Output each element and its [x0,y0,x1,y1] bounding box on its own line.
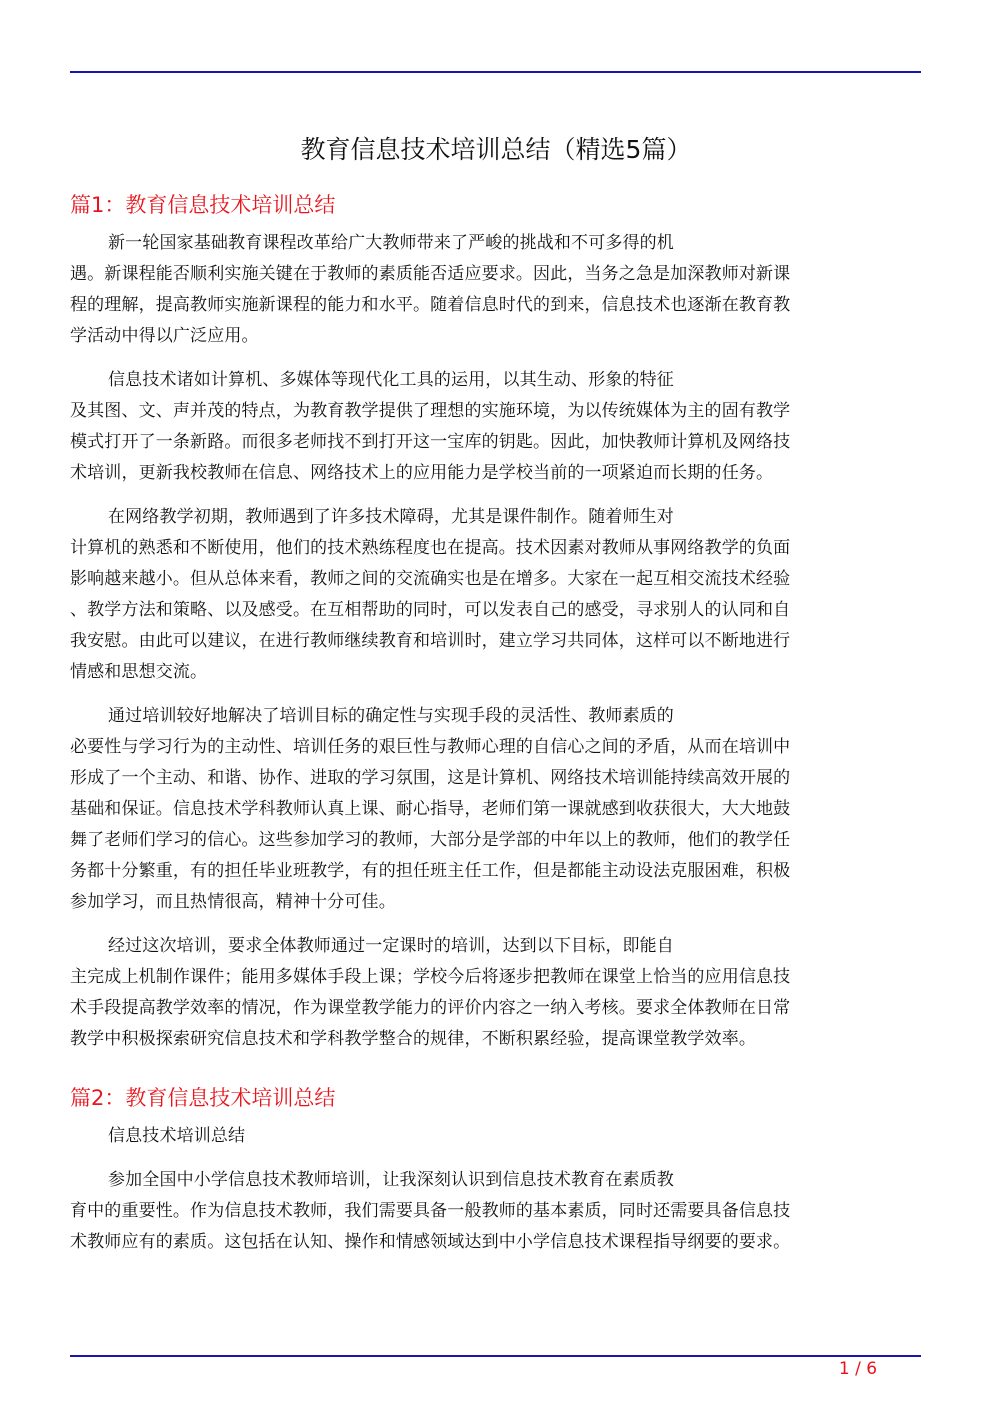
text-line: 经过这次培训，要求全体教师通过一定课时的培训，达到以下目标，即能自 [108,936,674,956]
text-line: 教学中积极探索研究信息技术和学科教学整合的规律，不断积累经验，提高课堂教学效率。 [70,1029,756,1049]
text-line: 育中的重要性。作为信息技术教师，我们需要具备一般教师的基本素质，同时还需要具备信息技 [70,1201,791,1221]
paragraph [70,931,921,1055]
text-line: 在网络教学初期，教师遇到了许多技术障碍，尤其是课件制作。随着师生对 [108,507,674,527]
paragraph [70,1121,921,1152]
text-line: 、教学方法和策略、以及感受。在互相帮助的同时，可以发表自己的感受，寻求别人的认同和自 [70,600,791,620]
text-line: 主完成上机制作课件；能用多媒体手段上课；学校今后将逐步把教师在课堂上恰当的应用信息技 [70,967,791,987]
document-title: 教育信息技术培训总结（精选5篇） [300,135,692,164]
text-line: 参加学习，而且热情很高，精神十分可佳。 [70,892,396,912]
text-line: 模式打开了一条新路。而很多老师找不到打开这一宝库的钥匙。因此，加快教师计算机及网络技 [70,432,791,452]
text-line: 务都十分繁重，有的担任毕业班教学，有的担任班主任工作，但是都能主动设法克服困难，积极 [70,861,791,881]
text-line: 及其图、文、声并茂的特点，为教育教学提供了理想的实施环境，为以传统媒体为主的固有教学 [70,401,791,421]
text-line: 信息技术诸如计算机、多媒体等现代化工具的运用，以其生动、形象的特征 [108,370,674,390]
text-line: 计算机的熟悉和不断使用，他们的技术熟练程度也在提高。技术因素对教师从事网络教学的负面 [70,538,791,558]
text-line: 参加全国中小学信息技术教师培训，让我深刻认识到信息技术教育在素质教 [108,1170,674,1190]
text-line: 形成了一个主动、和谐、协作、进取的学习氛围，这是计算机、网络技术培训能持续高效开展的 [70,768,791,788]
text-line: 我安慰。由此可以建议，在进行教师继续教育和培训时，建立学习共同体，这样可以不断地进行 [70,631,791,651]
text-line: 术教师应有的素质。这包括在认知、操作和情感领域达到中小学信息技术课程指导纲要的要求。 [70,1232,791,1252]
text-line: 基础和保证。信息技术学科教师认真上课、耐心指导，老师们第一课就感到收获很大，大大地鼓 [70,799,791,819]
section-heading: 篇1：教育信息技术培训总结 [70,193,336,217]
text-line: 舞了老师们学习的信心。这些参加学习的教师，大部分是学部的中年以上的教师，他们的教学任 [70,830,791,850]
text-line: 信息技术培训总结 [108,1126,246,1146]
text-line: 术手段提高教学效率的情况，作为课堂教学能力的评价内容之一纳入考核。要求全体教师在日常 [70,998,791,1018]
text-line: 新一轮国家基础教育课程改革给广大教师带来了严峻的挑战和不可多得的机 [108,233,674,253]
text-line: 遇。新课程能否顺利实施关键在于教师的素质能否适应要求。因此，当务之急是加深教师对新课 [70,264,791,284]
section-heading: 篇2：教育信息技术培训总结 [70,1086,336,1110]
page-number: 1 / 6 [838,1359,878,1379]
document-body [70,187,921,1271]
header-rule [70,71,921,73]
text-line: 术培训，更新我校教师在信息、网络技术上的应用能力是学校当前的一项紧迫而长期的任务。 [70,463,774,483]
text-line: 学活动中得以广泛应用。 [70,326,259,346]
text-line: 通过培训较好地解决了培训目标的确定性与实现手段的灵活性、教师素质的 [108,706,674,726]
paragraph [70,365,921,489]
section-gap [70,1068,921,1080]
footer-rule [70,1355,921,1357]
text-line: 影响越来越小。但从总体来看，教师之间的交流确实也是在增多。大家在一起互相交流技术经验 [70,569,791,589]
paragraph [70,701,921,918]
paragraph [70,502,921,688]
paragraph [70,228,921,352]
text-line: 情感和思想交流。 [70,662,208,682]
paragraph [70,1165,921,1258]
text-line: 程的理解，提高教师实施新课程的能力和水平。随着信息时代的到来，信息技术也逐渐在教育教 [70,295,791,315]
text-line: 必要性与学习行为的主动性、培训任务的艰巨性与教师心理的自信心之间的矛盾，从而在培训中 [70,737,791,757]
